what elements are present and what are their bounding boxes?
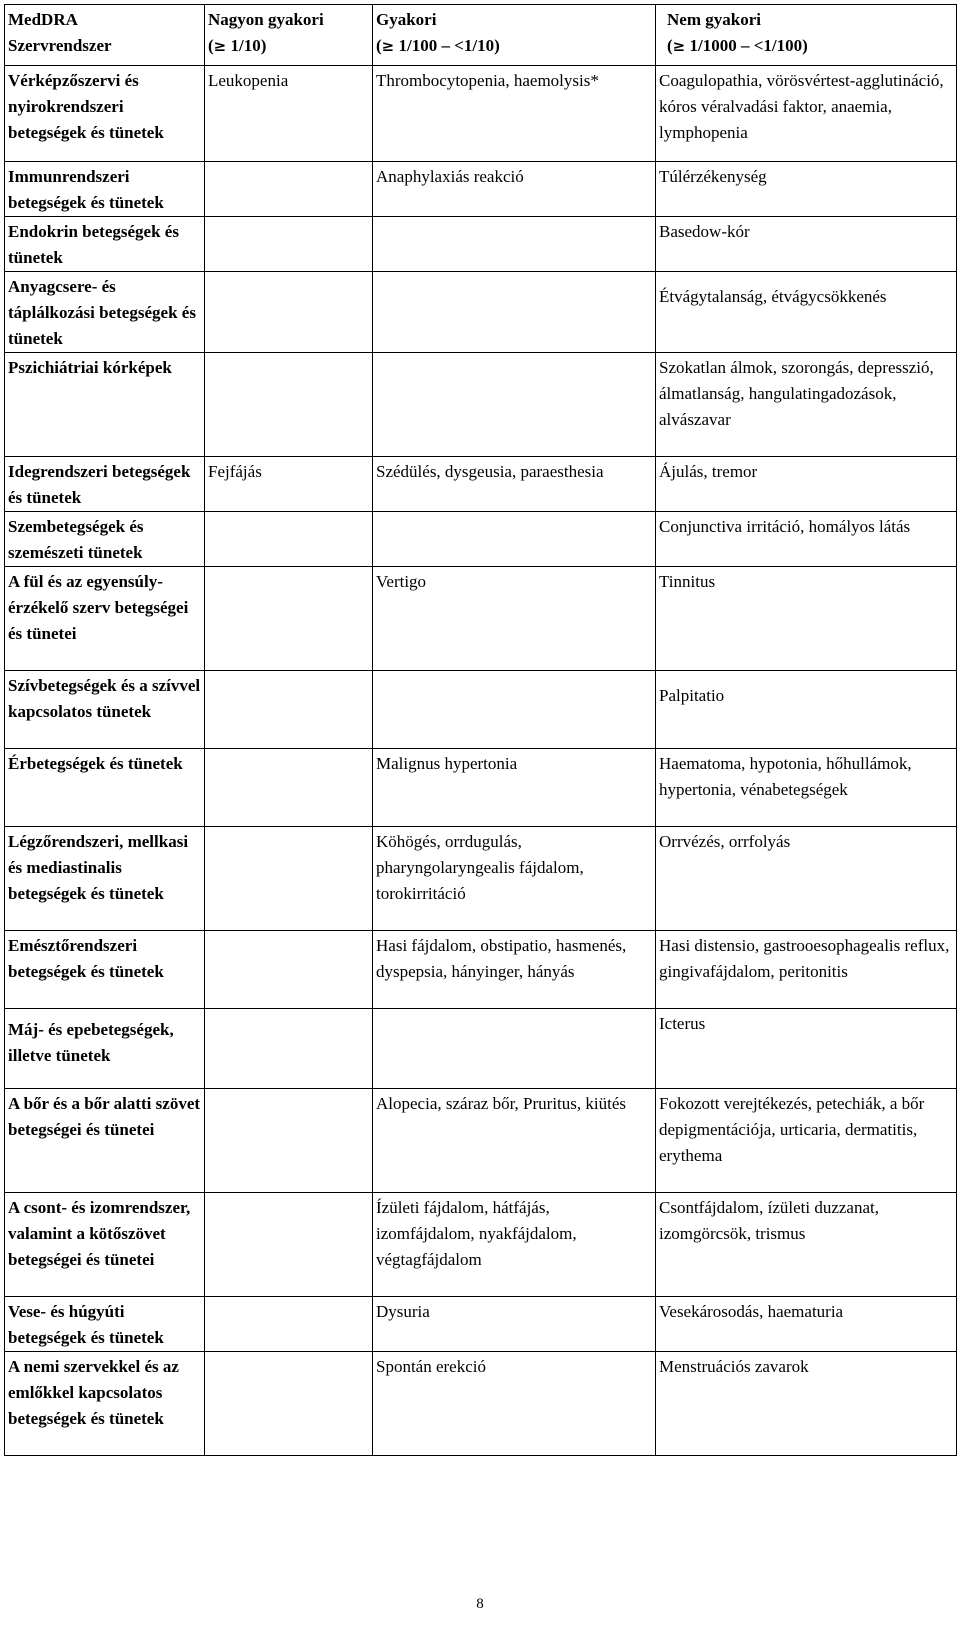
very-common-cell (205, 217, 373, 272)
very-common-cell (205, 827, 373, 931)
very-common-cell (205, 272, 373, 353)
common-cell (373, 272, 656, 353)
soc-cell: Immunrendszeri betegségek és tünetek (5, 162, 205, 217)
soc-cell: Anyagcsere- és táplálkozási betegségek és tünetek (5, 272, 205, 353)
header-soc (5, 5, 205, 66)
uncommon-cell: Csontfájdalom, ízületi duzzanat, izomgörcsök, trismus (656, 1193, 957, 1297)
uncommon-cell: Fokozott verejtékezés, petechiák, a bőr depigmentációja, urticaria, dermatitis, erythema (656, 1089, 957, 1193)
table-row (5, 1297, 957, 1352)
header-row (5, 5, 957, 66)
uncommon-cell: Vesekárosodás, haematuria (656, 1297, 957, 1352)
adverse-reactions-table (4, 4, 957, 1456)
common-cell: Hasi fájdalom, obstipatio, hasmenés, dyspepsia, hányinger, hányás (373, 931, 656, 1009)
very-common-cell (205, 931, 373, 1009)
table-row (5, 1009, 957, 1089)
very-common-cell (205, 162, 373, 217)
very-common-cell (205, 671, 373, 749)
uncommon-cell: Haematoma, hypotonia, hőhullámok, hypertonia, vénabetegségek (656, 749, 957, 827)
header-common-range: 1/100 – <1/10) (398, 36, 500, 55)
common-cell (373, 353, 656, 457)
soc-cell: Légzőrendszeri, mellkasi és mediastinalis betegségek és tünetek (5, 827, 205, 931)
uncommon-cell: Tinnitus (656, 567, 957, 671)
common-cell: Köhögés, orrdugulás, pharyngolaryngealis fájdalom, torokirritáció (373, 827, 656, 931)
table-row (5, 749, 957, 827)
soc-cell: Emésztőrendszeri betegségek és tünetek (5, 931, 205, 1009)
table-row (5, 827, 957, 931)
adverse-reactions-table-container (4, 4, 957, 1456)
soc-cell: Máj- és epebetegségek, illetve tünetek (5, 1009, 205, 1089)
uncommon-cell: Coagulopathia, vörösvértest-agglutináció, kóros véralvadási faktor, anaemia, lymphopenia (656, 66, 957, 162)
table-row (5, 66, 957, 162)
header-uncommon-open: ( (667, 36, 673, 55)
very-common-cell: Fejfájás (205, 457, 373, 512)
table-row (5, 671, 957, 749)
soc-cell: Endokrin betegségek és tünetek (5, 217, 205, 272)
uncommon-cell: Menstruációs zavarok (656, 1352, 957, 1456)
page-number: 8 (476, 1596, 484, 1612)
very-common-cell (205, 1297, 373, 1352)
geq-symbol: ≥ (381, 37, 395, 55)
uncommon-cell: Orrvézés, orrfolyás (656, 827, 957, 931)
uncommon-cell: Conjunctiva irritáció, homályos látás (656, 512, 957, 567)
soc-cell: A bőr és a bőr alatti szövet betegségei és tünetei (5, 1089, 205, 1193)
geq-symbol: ≥ (672, 37, 686, 55)
very-common-cell (205, 1009, 373, 1089)
very-common-cell (205, 749, 373, 827)
table-row (5, 272, 957, 353)
common-cell: Dysuria (373, 1297, 656, 1352)
table-row (5, 353, 957, 457)
soc-cell: Vese- és húgyúti betegségek és tünetek (5, 1297, 205, 1352)
header-common (373, 5, 656, 66)
common-cell (373, 1009, 656, 1089)
common-cell: Spontán erekció (373, 1352, 656, 1456)
very-common-cell: Leukopenia (205, 66, 373, 162)
common-cell: Ízületi fájdalom, hátfájás, izomfájdalom, nyakfájdalom, végtagfájdalom (373, 1193, 656, 1297)
common-cell (373, 217, 656, 272)
table-row (5, 457, 957, 512)
table-row (5, 1193, 957, 1297)
soc-cell: A fül és az egyensúly-érzékelő szerv betegségei és tünetei (5, 567, 205, 671)
soc-cell: Érbetegségek és tünetek (5, 749, 205, 827)
header-very-common-range: 1/10) (230, 36, 267, 55)
common-cell (373, 671, 656, 749)
very-common-cell (205, 567, 373, 671)
soc-cell: A nemi szervekkel és az emlőkkel kapcsolatos betegségek és tünetek (5, 1352, 205, 1456)
common-cell: Malignus hypertonia (373, 749, 656, 827)
header-common-line1: Gyakori (376, 10, 437, 29)
uncommon-cell: Palpitatio (656, 671, 957, 749)
very-common-cell (205, 1193, 373, 1297)
uncommon-cell: Icterus (656, 1009, 957, 1089)
header-soc-line1: MedDRA (8, 10, 78, 29)
header-very-common-line1: Nagyon gyakori (208, 10, 324, 29)
uncommon-cell: Hasi distensio, gastrooesophagealis reflux, gingivafájdalom, peritonitis (656, 931, 957, 1009)
common-cell: Szédülés, dysgeusia, paraesthesia (373, 457, 656, 512)
table-row (5, 1352, 957, 1456)
soc-cell: Vérképzőszervi és nyirokrendszeri betegségek és tünetek (5, 66, 205, 162)
table-row (5, 512, 957, 567)
uncommon-cell: Szokatlan álmok, szorongás, depresszió, álmatlanság, hangulatingadozások, alvászavar (656, 353, 957, 457)
soc-cell: Szívbetegségek és a szívvel kapcsolatos tünetek (5, 671, 205, 749)
uncommon-cell: Túlérzékenység (656, 162, 957, 217)
header-uncommon-range: 1/1000 – <1/100) (689, 36, 808, 55)
common-cell: Thrombocytopenia, haemolysis* (373, 66, 656, 162)
uncommon-cell: Basedow-kór (656, 217, 957, 272)
table-row (5, 1089, 957, 1193)
header-common-open: ( (376, 36, 382, 55)
header-very-common-open: ( (208, 36, 214, 55)
soc-cell: Idegrendszeri betegségek és tünetek (5, 457, 205, 512)
common-cell: Vertigo (373, 567, 656, 671)
very-common-cell (205, 353, 373, 457)
header-uncommon (656, 5, 957, 66)
soc-cell: Szembetegségek és szemészeti tünetek (5, 512, 205, 567)
common-cell: Alopecia, száraz bőr, Pruritus, kiütés (373, 1089, 656, 1193)
uncommon-cell: Étvágytalanság, étvágycsökkenés (656, 272, 957, 353)
very-common-cell (205, 1352, 373, 1456)
header-uncommon-line1: Nem gyakori (667, 10, 761, 29)
common-cell (373, 512, 656, 567)
table-row (5, 217, 957, 272)
very-common-cell (205, 1089, 373, 1193)
very-common-cell (205, 512, 373, 567)
table-row (5, 567, 957, 671)
table-row (5, 162, 957, 217)
common-cell: Anaphylaxiás reakció (373, 162, 656, 217)
table-row (5, 931, 957, 1009)
uncommon-cell: Ájulás, tremor (656, 457, 957, 512)
soc-cell: Pszichiátriai kórképek (5, 353, 205, 457)
header-very-common (205, 5, 373, 66)
header-soc-line2: Szervrendszer (8, 36, 112, 55)
geq-symbol: ≥ (213, 37, 227, 55)
soc-cell: A csont- és izomrendszer, valamint a kötőszövet betegségei és tünetei (5, 1193, 205, 1297)
